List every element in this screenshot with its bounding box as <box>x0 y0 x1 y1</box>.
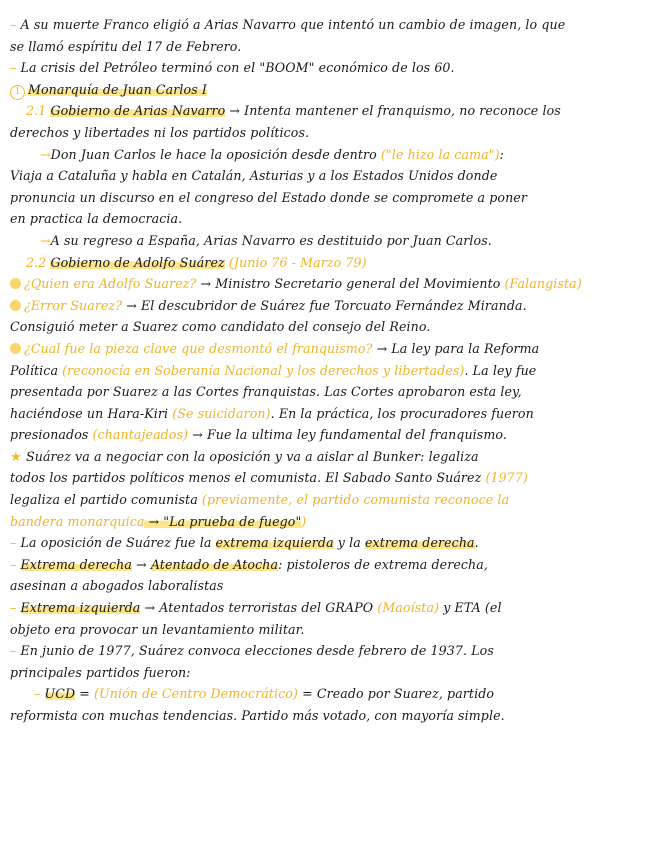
bullet-dash: – <box>34 686 45 702</box>
note-line <box>10 532 644 554</box>
note-text: → La ley para la Reforma <box>372 340 540 356</box>
note-highlight: (Maoísta) <box>373 600 440 616</box>
highlighted-text: extrema izquierda <box>215 535 334 551</box>
bullet-dash: – <box>10 600 21 616</box>
note-text: objeto era provocar un levantamiento militar. <box>10 621 305 637</box>
section-title: Monarquía de Juan Carlos I <box>28 81 207 97</box>
note-line <box>10 511 644 533</box>
note-line <box>10 403 644 425</box>
note-text: Suárez va a negociar con la oposición y va a aislar al Bunker: legaliza <box>26 448 479 464</box>
note-line <box>10 36 644 58</box>
note-text: → Ministro Secretario general del Movimiento <box>196 276 501 292</box>
note-line <box>10 316 644 338</box>
note-line <box>10 467 644 489</box>
highlighted-text: Extrema izquierda <box>20 600 141 616</box>
highlighted-text: extrema derecha <box>364 535 475 551</box>
note-line <box>10 187 644 209</box>
note-line <box>10 230 644 252</box>
section-heading <box>10 79 644 101</box>
highlighted-text: Atentado de Atocha <box>150 556 279 572</box>
note-text: y ETA (el <box>439 600 502 616</box>
note-highlight: (reconocía en Soberanía Nacional y los derechos y libertades) <box>58 362 465 378</box>
subsection-dates: (Junio 76 - Marzo 79) <box>224 254 367 270</box>
bullet-dash: – <box>10 60 21 76</box>
section-number-circle: 1 <box>10 85 25 100</box>
note-text: se llamó espíritu del 17 de Febrero. <box>10 38 242 54</box>
bullet-dash: – <box>10 556 21 572</box>
note-text: pronuncia un discurso en el congreso del Estado donde se compromete a poner <box>10 189 527 205</box>
bullet-dot <box>10 343 21 354</box>
note-text: = <box>75 686 95 702</box>
note-text: A su regreso a España, Arias Navarro es destituido por Juan Carlos. <box>50 232 492 248</box>
note-line <box>10 381 644 403</box>
bullet-dash: – <box>10 535 21 551</box>
note-text: reformista con muchas tendencias. Partido más votado, con mayoría simple. <box>10 708 505 723</box>
note-text: En junio de 1977, Suárez convoca elecciones desde febrero de 1937. Los <box>20 643 494 659</box>
note-line <box>10 575 644 597</box>
highlighted-text: UCD <box>44 686 76 702</box>
note-text: : <box>499 146 504 162</box>
note-text: presentada por Suarez a las Cortes franquistas. Las Cortes aprobaron esta ley, <box>10 384 522 400</box>
note-text: derechos y libertades ni los partidos políticos. <box>10 124 310 140</box>
arrow-icon: → <box>40 146 51 162</box>
note-line <box>10 144 644 166</box>
note-text: asesinan a abogados laboralistas <box>10 578 224 594</box>
note-highlight: (Falangista) <box>500 276 582 292</box>
note-text: Viaja a Cataluña y habla en Catalán, Asturias y a los Estados Unidos donde <box>10 168 498 184</box>
subsection-number: 2.2 <box>26 254 47 270</box>
note-highlight: bandera monarquica <box>10 513 145 529</box>
note-highlight: (chantajeados) <box>88 427 189 443</box>
question-text: ¿Quien era Adolfo Suarez? <box>24 276 197 292</box>
note-text: → <box>131 556 151 572</box>
note-line <box>10 662 644 684</box>
note-text: Política <box>10 362 59 378</box>
note-line <box>10 683 644 705</box>
note-line <box>10 14 644 36</box>
note-line <box>10 165 644 187</box>
highlighted-text: Extrema derecha <box>20 556 132 572</box>
note-text: legaliza el partido comunista <box>10 492 198 508</box>
note-text: . <box>474 535 479 551</box>
note-line <box>10 705 644 727</box>
note-text: → El descubridor de Suárez fue Torcuato Fernández Miranda. <box>122 297 527 313</box>
note-highlight: (Se suicidaron) <box>168 405 271 421</box>
note-text: principales partidos fueron: <box>10 664 191 680</box>
bullet-dot <box>10 278 21 289</box>
note-highlight: (previamente, el partido comunista reconoce la <box>197 492 510 508</box>
note-line <box>10 619 644 641</box>
note-text: en practica la democracia. <box>10 211 183 227</box>
note-text: = Creado por Suarez, partido <box>297 686 495 702</box>
arrow-icon: → <box>40 232 51 248</box>
note-text: Consiguió meter a Suarez como candidato del consejo del Reino. <box>10 319 431 335</box>
question-line <box>10 338 644 360</box>
note-text: presionados <box>10 427 89 443</box>
note-line <box>10 360 644 382</box>
note-line <box>10 208 644 230</box>
note-text: → "La prueba de fuego" <box>144 513 302 529</box>
note-text: todos los partidos políticos menos el comunista. El Sabado Santo Suárez <box>10 470 482 486</box>
note-text: La oposición de Suárez fue la <box>20 535 216 551</box>
question-line <box>10 273 644 295</box>
note-line <box>10 446 644 468</box>
note-text: y la <box>333 535 365 551</box>
subsection-title: Gobierno de Arias Navarro <box>50 103 226 119</box>
note-line <box>10 57 644 79</box>
question-text: ¿Error Suarez? <box>24 297 123 313</box>
subsection-title: Gobierno de Adolfo Suárez <box>50 254 225 270</box>
note-highlight: ) <box>301 513 307 529</box>
question-line <box>10 295 644 317</box>
note-highlight: (Unión de Centro Democrático) <box>94 686 298 702</box>
note-text: Don Juan Carlos le hace la oposición desde dentro <box>50 146 377 162</box>
note-line <box>10 122 644 144</box>
note-text: → Fue la ultima ley fundamental del franquismo. <box>188 427 507 443</box>
note-line <box>10 489 644 511</box>
note-highlight: ("le hizo la cama") <box>376 146 500 162</box>
question-text: ¿Cual fue la pieza clave que desmontó el franquismo? <box>24 340 373 356</box>
note-text: A su muerte Franco eligió a Arias Navarro que intentó un cambio de imagen, lo que <box>20 17 566 32</box>
note-line <box>10 424 644 446</box>
bullet-dash: – <box>10 17 21 32</box>
star-icon: ★ <box>10 449 26 465</box>
note-line <box>10 640 644 662</box>
note-line <box>10 597 644 619</box>
note-text: : pistoleros de extrema derecha, <box>278 556 488 572</box>
subsection-heading <box>10 252 644 274</box>
bullet-dot <box>10 300 21 311</box>
note-text: . En la práctica, los procuradores fueron <box>270 405 534 421</box>
note-text: . La ley fue <box>464 362 537 378</box>
note-text: La crisis del Petróleo terminó con el "BOOM" económico de los 60. <box>20 60 455 76</box>
note-highlight: (1977) <box>481 470 528 486</box>
subsection-heading <box>10 100 644 122</box>
note-line <box>10 554 644 576</box>
subsection-number: 2.1 <box>26 103 47 119</box>
bullet-dash: – <box>10 643 21 659</box>
note-text: haciéndose un Hara-Kiri <box>10 405 169 421</box>
note-text: → Intenta mantener el franquismo, no reconoce los <box>225 103 561 119</box>
note-text: → Atentados terroristas del GRAPO <box>140 600 374 616</box>
